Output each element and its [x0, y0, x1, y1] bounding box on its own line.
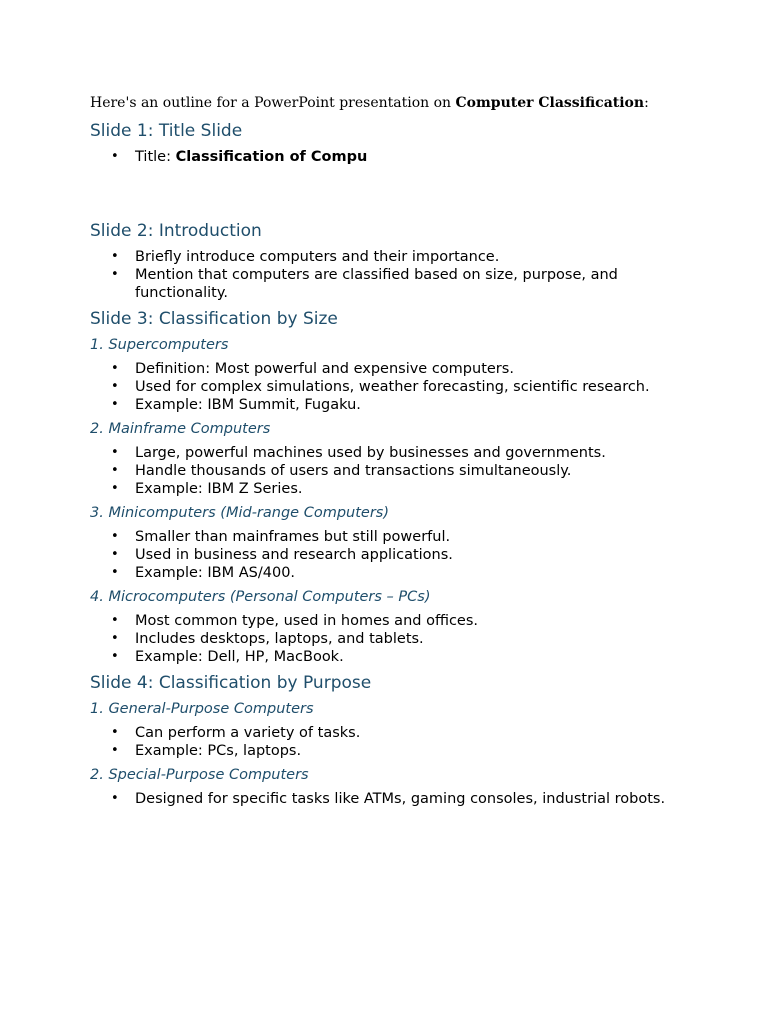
mainframe-bullet-list [90, 444, 678, 498]
intro-paragraph [90, 94, 678, 112]
title-value: Classification of Compu [175, 149, 368, 165]
general-purpose-heading: 1. General-Purpose Computers [90, 701, 314, 717]
list-item: • Example: Dell, HP, MacBook. [90, 648, 678, 666]
list-item: • Includes desktops, laptops, and tablets. [90, 630, 678, 648]
list-item: • Handle thousands of users and transactions simultaneously. [90, 462, 678, 480]
intro-prefix: Here's an outline for a PowerPoint presentation on [90, 95, 456, 111]
list-item [90, 148, 678, 166]
microcomputers-bullet-list [90, 612, 678, 666]
microcomputers-heading: 4. Microcomputers (Personal Computers – PCs) [90, 589, 431, 605]
supercomputers-heading: 1. Supercomputers [90, 337, 229, 353]
minicomputers-bullet-list [90, 528, 678, 582]
slide4-heading: Slide 4: Classification by Purpose [90, 673, 372, 693]
list-item: • Briefly introduce computers and their importance. [90, 248, 678, 266]
special-purpose-heading: 2. Special-Purpose Computers [90, 767, 309, 783]
list-item: • Designed for specific tasks like ATMs, gaming consoles, industrial robots. [90, 790, 678, 808]
intro-suffix: : [644, 95, 649, 111]
slide1-bullet-list [90, 148, 678, 166]
list-item: • Large, powerful machines used by businesses and governments. [90, 444, 678, 462]
list-item: • Example: PCs, laptops. [90, 742, 678, 760]
list-item: • Used for complex simulations, weather forecasting, scientific research. [90, 378, 678, 396]
title-label: Title: [135, 149, 176, 165]
list-item: • Most common type, used in homes and offices. [90, 612, 678, 630]
slide2-bullet-list [90, 248, 678, 302]
list-item: • Used in business and research applications. [90, 546, 678, 564]
supercomputers-bullet-list [90, 360, 678, 414]
slide2-heading: Slide 2: Introduction [90, 221, 262, 241]
list-item: • Smaller than mainframes but still powerful. [90, 528, 678, 546]
list-item: • Example: IBM AS/400. [90, 564, 678, 582]
minicomputers-heading: 3. Minicomputers (Mid-range Computers) [90, 505, 389, 521]
spacer [90, 172, 678, 220]
general-purpose-bullet-list [90, 724, 678, 760]
list-item: • Example: IBM Summit, Fugaku. [90, 396, 678, 414]
intro-topic: Computer Classification [455, 95, 645, 111]
slide1-heading: Slide 1: Title Slide [90, 121, 243, 141]
mainframe-heading: 2. Mainframe Computers [90, 421, 271, 437]
list-item: • Definition: Most powerful and expensive computers. [90, 360, 678, 378]
list-item: • Can perform a variety of tasks. [90, 724, 678, 742]
list-item: • Example: IBM Z Series. [90, 480, 678, 498]
slide3-heading: Slide 3: Classification by Size [90, 309, 338, 329]
list-item: • Mention that computers are classified based on size, purpose, and functionality. [90, 266, 678, 302]
special-purpose-bullet-list [90, 790, 678, 808]
